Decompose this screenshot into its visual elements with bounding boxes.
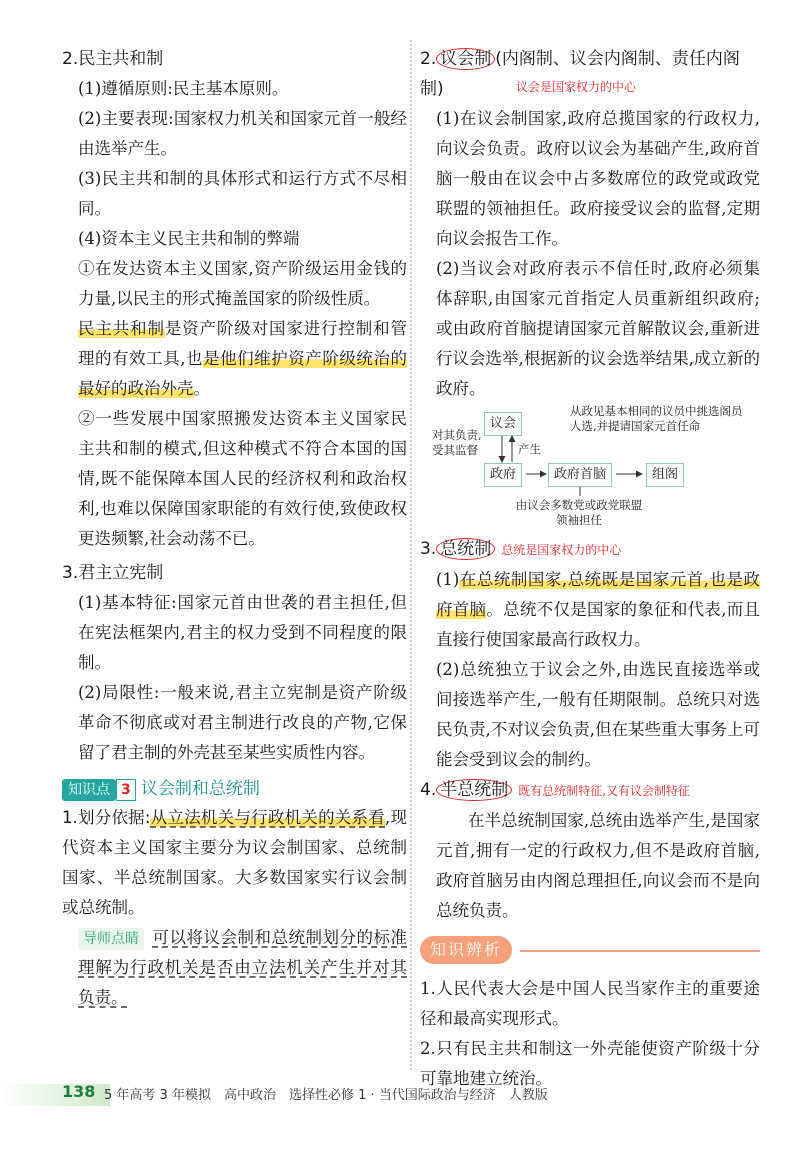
footer-info: 5 年高考 3 年模拟 高中政治 选择性必修 1 · 当代国际政治与经济 人教版 bbox=[104, 1088, 548, 1103]
paragraph bbox=[62, 314, 407, 404]
paragraph-division-basis bbox=[62, 803, 407, 923]
text: (内阁制、议会内阁制、责任内阁制) bbox=[420, 49, 740, 99]
text: 是资产阶级对国家进行控制和管理的有效工具,也 bbox=[78, 319, 408, 368]
highlight: 是他们维护资产阶级统治的最好的政治外壳 bbox=[78, 349, 407, 398]
list-item: (2)主要表现:国家权力机关和国家元首一般经由选举产生。 bbox=[78, 109, 407, 158]
list-item: (3)民主共和制的具体形式和运行方式不尽相同。 bbox=[78, 169, 407, 218]
text: 。 bbox=[193, 379, 210, 398]
node-zhengfu: 政府 bbox=[484, 463, 522, 487]
section-title-parliamentary bbox=[420, 44, 760, 104]
parliamentary-diagram bbox=[420, 404, 760, 534]
label-responsibility: 对其负责,受其监督 bbox=[432, 428, 482, 457]
circled-term: 半总统制 bbox=[436, 779, 512, 801]
section-title-democratic-republic: 2.民主共和制 bbox=[62, 49, 164, 69]
label-leader: 由议会多数党或政党联盟领袖担任 bbox=[515, 498, 643, 527]
page-footer bbox=[0, 1078, 800, 1112]
node-zuge: 组阁 bbox=[646, 463, 684, 487]
paragraph: ①在发达资本主义国家,资产阶级运用金钱的力量,以民主的形式掩盖国家的阶级性质。 bbox=[78, 259, 407, 308]
list-item: (4)资本主义民主共和制的弊端 bbox=[78, 229, 300, 248]
knowledge-point-badge: 知识点 bbox=[62, 779, 116, 801]
left-column bbox=[62, 44, 407, 1013]
label-select-cabinet: 从政见基本相同的议员中挑选阁员人选,并提请国家元首任命 bbox=[570, 404, 743, 433]
section-title-presidential bbox=[420, 534, 760, 565]
knowledge-point-title: 议会制和总统制 bbox=[140, 779, 260, 799]
divider-line bbox=[520, 950, 760, 952]
handwritten-note: 议会是国家权力的中心 bbox=[516, 80, 637, 94]
circled-term: 议会制 bbox=[436, 48, 495, 70]
highlight: 在总统制国家,总统既是国家元首,也是政府首脑 bbox=[436, 570, 760, 619]
list-item: 1.人民代表大会是中国人民当家作主的重要途径和最高实现形式。 bbox=[420, 979, 760, 1028]
text: ,现代资本主义国家主要分为议会制国家、总统制国家、半总统制国家。大多数国家实行议会制或总统制。 bbox=[62, 808, 407, 917]
text: 1.划分依据: bbox=[62, 808, 151, 827]
list-item bbox=[420, 565, 760, 655]
tip-paragraph bbox=[62, 923, 407, 1013]
paragraph: ②一些发展中国家照搬发达资本主义国家民主共和制的模式,但这种模式不符合本国的国情,既不能保障本国人民的经济权利和政治权利,也难以保障国家职能的有效行使,致使政权更迭频繁,社会动荡不已。 bbox=[78, 409, 407, 548]
highlight: 从立法机关与行政机关的关系看 bbox=[150, 808, 386, 827]
circled-term: 总统制 bbox=[436, 538, 495, 560]
text: 4. bbox=[420, 780, 437, 800]
list-item: (1)遵循原则:民主基本原则。 bbox=[78, 79, 289, 98]
list-item: 2.只有民主共和制这一外壳能使资产阶级十分可靠地建立统治。 bbox=[420, 1039, 760, 1088]
page-number: 138 bbox=[62, 1082, 96, 1101]
text: 3. bbox=[420, 539, 437, 559]
handwritten-note: 既有总统制特征,又有议会制特征 bbox=[518, 784, 691, 798]
knowledge-point-number: 3 bbox=[116, 779, 136, 801]
list-item: (1)在议会制国家,政府总揽国家的行政权力,向议会负责。政府以议会为基础产生,政府首脑一般由在议会中占多数席位的政党或政党联盟的领袖担任。政府接受议会的监督,定期向议会报告工作。 bbox=[436, 109, 760, 248]
knowledge-discrimination-badge: 知识辨析 bbox=[420, 936, 512, 964]
handwritten-note: 总统是国家权力的中心 bbox=[501, 543, 622, 557]
highlight: 民主共和制 bbox=[78, 319, 165, 338]
tip-badge: 导师点睛 bbox=[78, 928, 144, 950]
label-produce: 产生 bbox=[518, 442, 541, 456]
paragraph: 在半总统制国家,总统由选举产生,是国家元首,拥有一定的行政权力,但不是政府首脑,政府首脑另由内阁总理担任,向议会而不是向总统负责。 bbox=[436, 811, 760, 920]
knowledge-discrimination-header bbox=[420, 934, 760, 968]
column-divider bbox=[410, 40, 412, 1070]
text: (1) bbox=[436, 570, 460, 589]
node-shounao: 政府首脑 bbox=[548, 463, 612, 487]
list-item: (1)基本特征:国家元首由世袭的君主担任,但在宪法框架内,君主的权力受到不同程度的限制。 bbox=[78, 593, 407, 672]
text: 。总统不仅是国家的象征和代表,而且直接行使国家最高行政权力。 bbox=[436, 600, 761, 649]
knowledge-point-header bbox=[62, 774, 407, 801]
tip-text: 可以将议会制和总统制划分的标准理解为行政机关是否由立法机关产生并对其负责。 bbox=[78, 928, 407, 1007]
section-title-semi-presidential bbox=[420, 775, 760, 806]
right-column bbox=[420, 44, 760, 1094]
list-item: (2)总统独立于议会之外,由选民直接选举或间接选举产生,一般有任期限制。总统只对选民负责,不对议会负责,但在某些重大事务上可能会受到议会的制约。 bbox=[436, 660, 760, 769]
node-yihui: 议会 bbox=[484, 412, 522, 436]
section-title-constitutional-monarchy: 3.君主立宪制 bbox=[62, 563, 164, 583]
list-item: (2)当议会对政府表示不信任时,政府必须集体辞职,由国家元首指定人员重新组织政府;或由政府首脑提请国家元首解散议会,重新进行议会选举,根据新的议会选举结果,成立新的政府。 bbox=[436, 259, 760, 398]
list-item: (2)局限性:一般来说,君主立宪制是资产阶级革命不彻底或对君主制进行改良的产物,它保留了君主制的外壳甚至某些实质性内容。 bbox=[78, 683, 407, 762]
text: 2. bbox=[420, 49, 437, 69]
